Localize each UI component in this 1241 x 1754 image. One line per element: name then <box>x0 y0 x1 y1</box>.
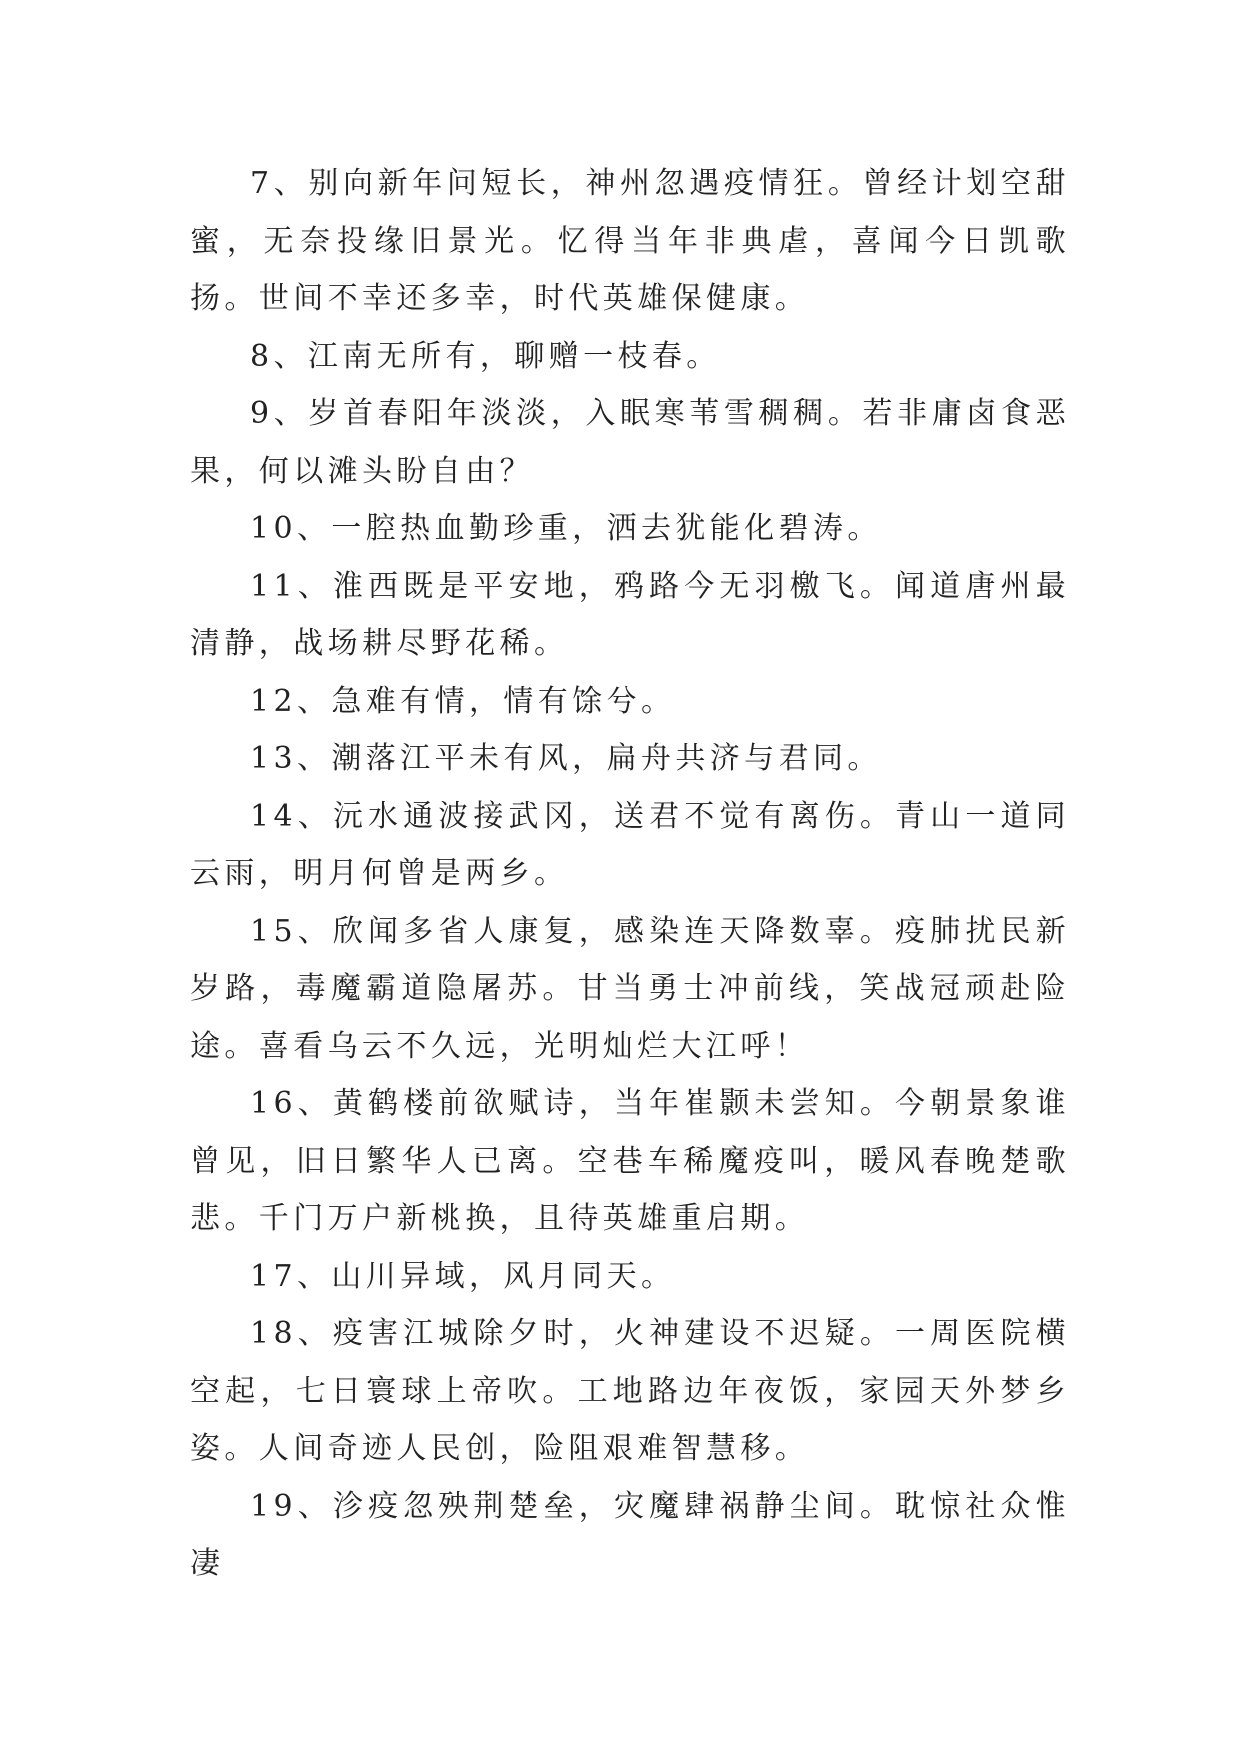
document-body <box>190 155 1070 1593</box>
poem-paragraph-18: 18、疫害江城除夕时，火神建设不迟疑。一周医院横空起，七日寰球上帝吹。工地路边年夜饭，家园天外梦乡姿。人间奇迹人民创，险阻艰难智慧移。 <box>190 1316 1070 1466</box>
poem-paragraph-15: 15、欣闻多省人康复，感染连天降数辜。疫肺扰民新岁路，毒魔霸道隐屠苏。甘当勇士冲前线，笑战冠顽赴险途。喜看乌云不久远，光明灿烂大江呼！ <box>190 913 1070 1064</box>
poem-paragraph-7: 7、别向新年问短长，神州忽遇疫情狂。曾经计划空甜蜜，无奈投缘旧景光。忆得当年非典虐，喜闻今日凯歌扬。世间不幸还多幸，时代英雄保健康。 <box>190 166 1070 316</box>
poem-paragraph-19: 19、沴疫忽殃荆楚垒，灾魔肆祸静尘间。耽惊社众惟凄 <box>190 1488 1070 1581</box>
poem-paragraph-10: 10、一腔热血勤珍重，洒去犹能化碧涛。 <box>250 511 882 546</box>
poem-paragraph-17: 17、山川异域，风月同天。 <box>250 1258 676 1294</box>
poem-paragraph-11: 11、淮西既是平安地，鸦路今无羽檄飞。闻道唐州最清静，战场耕尽野花稀。 <box>190 568 1070 661</box>
poem-paragraph-14: 14、沅水通波接武冈，送君不觉有离伤。青山一道同云雨，明月何曾是两乡。 <box>190 798 1070 891</box>
poem-paragraph-16: 16、黄鹤楼前欲赋诗，当年崔颢未尝知。今朝景象谁曾见，旧日繁华人已离。空巷车稀魔疫叫，暖风春晚楚歌悲。千门万户新桃换，且待英雄重启期。 <box>190 1086 1070 1236</box>
poem-paragraph-13: 13、潮落江平未有风，扁舟共济与君同。 <box>250 741 882 776</box>
poem-paragraph-8: 8、江南无所有，聊赠一枝春。 <box>250 338 721 374</box>
poem-paragraph-12: 12、急难有情，情有馀兮。 <box>250 683 676 719</box>
poem-paragraph-9: 9、岁首春阳年淡淡，入眠寒苇雪稠稠。若非庸卤食恶果，何以滩头盼自由？ <box>190 396 1070 489</box>
